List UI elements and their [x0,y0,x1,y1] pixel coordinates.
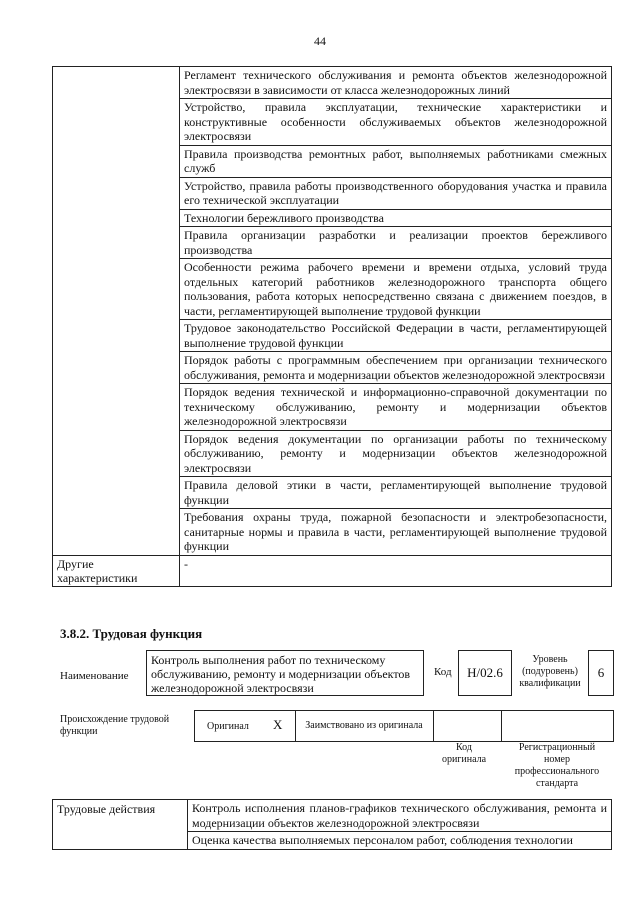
requirement-item: Регламент технического обслуживания и ремонта объектов железнодорожной электросвязи в зависимости от класса железнодорожных линий [180,67,612,99]
requirement-item: Правила организации разработки и реализации проектов бережливого производства [180,227,612,259]
labor-action-item: Оценка качества выполняемых персоналом работ, соблюдения технологии [188,832,612,850]
page-number: 44 [314,34,326,48]
origin-divider [295,711,296,741]
labor-action-item: Контроль исполнения планов-графиков технического обслуживания, ремонта и модернизации объектов железнодорожной электросвязи [188,800,612,832]
original-label: Оригинал [207,721,249,732]
section-title: 3.8.2. Трудовая функция [60,626,203,641]
requirement-item: Технологии бережливого производства [180,209,612,227]
reg-number-label: Регистрационный номер профессионального стандарта [514,742,600,789]
requirement-item: Порядок ведения документации по организации работы по техническому обслуживанию, ремонту и модернизации объектов железнодорожной электросвязи [180,430,612,477]
labor-actions-label: Трудовые действия [53,800,188,850]
code-label: Код [434,666,452,678]
origin-box [194,710,614,742]
other-characteristics-label: Другие характеристики [53,555,180,586]
other-characteristics-value: - [180,555,612,586]
requirement-item: Устройство, правила эксплуатации, технические характеристики и конструктивные особенности обслуживаемых объектов железнодорожной электросвязи [180,99,612,146]
labor-actions-table [52,799,612,850]
level-box [588,650,614,696]
requirement-item: Особенности режима рабочего времени и времени отдыха, условий труда отдельных категорий работников железнодорожного транспорта общего пользования, работа которых непосредственно связана с движением поездов, в части, регламентирующей выполнение трудовой функции [180,259,612,320]
requirement-item: Правила деловой этики в части, регламентирующей выполнение трудовой функции [180,477,612,509]
requirement-item: Порядок ведения технической и информационно-справочной документации по техническому обслуживанию, ремонту и модернизации объектов железнодорожной электросвязи [180,384,612,431]
function-name: Контроль выполнения работ по техническому обслуживанию, ремонту и модернизации объектов железнодорожной электросвязи [151,653,411,695]
level-value: 6 [597,665,605,680]
requirement-item: Порядок работы с программным обеспечением при организации технического обслуживания, ремонта и модернизации объектов железнодорожной электросвязи [180,352,612,384]
origin-divider [433,711,434,741]
level-label: Уровень (подуровень) квалификации [519,654,581,689]
borrowed-label: Заимствовано из оригинала [305,720,423,731]
origin-divider [501,711,502,741]
requirement-item: Устройство, правила работы производственного оборудования участка и правила его технической эксплуатации [180,177,612,209]
code-box [458,650,512,696]
requirement-item: Трудовое законодательство Российской Федерации в части, регламентирующей выполнение трудовой функции [180,320,612,352]
code-value: H/02.6 [467,665,503,680]
requirement-item: Правила производства ремонтных работ, выполняемых работниками смежных служб [180,145,612,177]
original-mark: X [273,717,283,732]
requirements-left-cell [53,67,180,556]
origin-label: Происхождение трудовой функции [60,714,170,737]
function-name-box [146,650,424,696]
code-original-label: Код оригинала [441,742,487,765]
requirements-table [52,66,612,587]
name-label: Наименование [60,670,129,682]
requirement-item: Требования охраны труда, пожарной безопасности и электробезопасности, санитарные нормы и правила в части, регламентирующей выполнение трудовой функции [180,509,612,556]
